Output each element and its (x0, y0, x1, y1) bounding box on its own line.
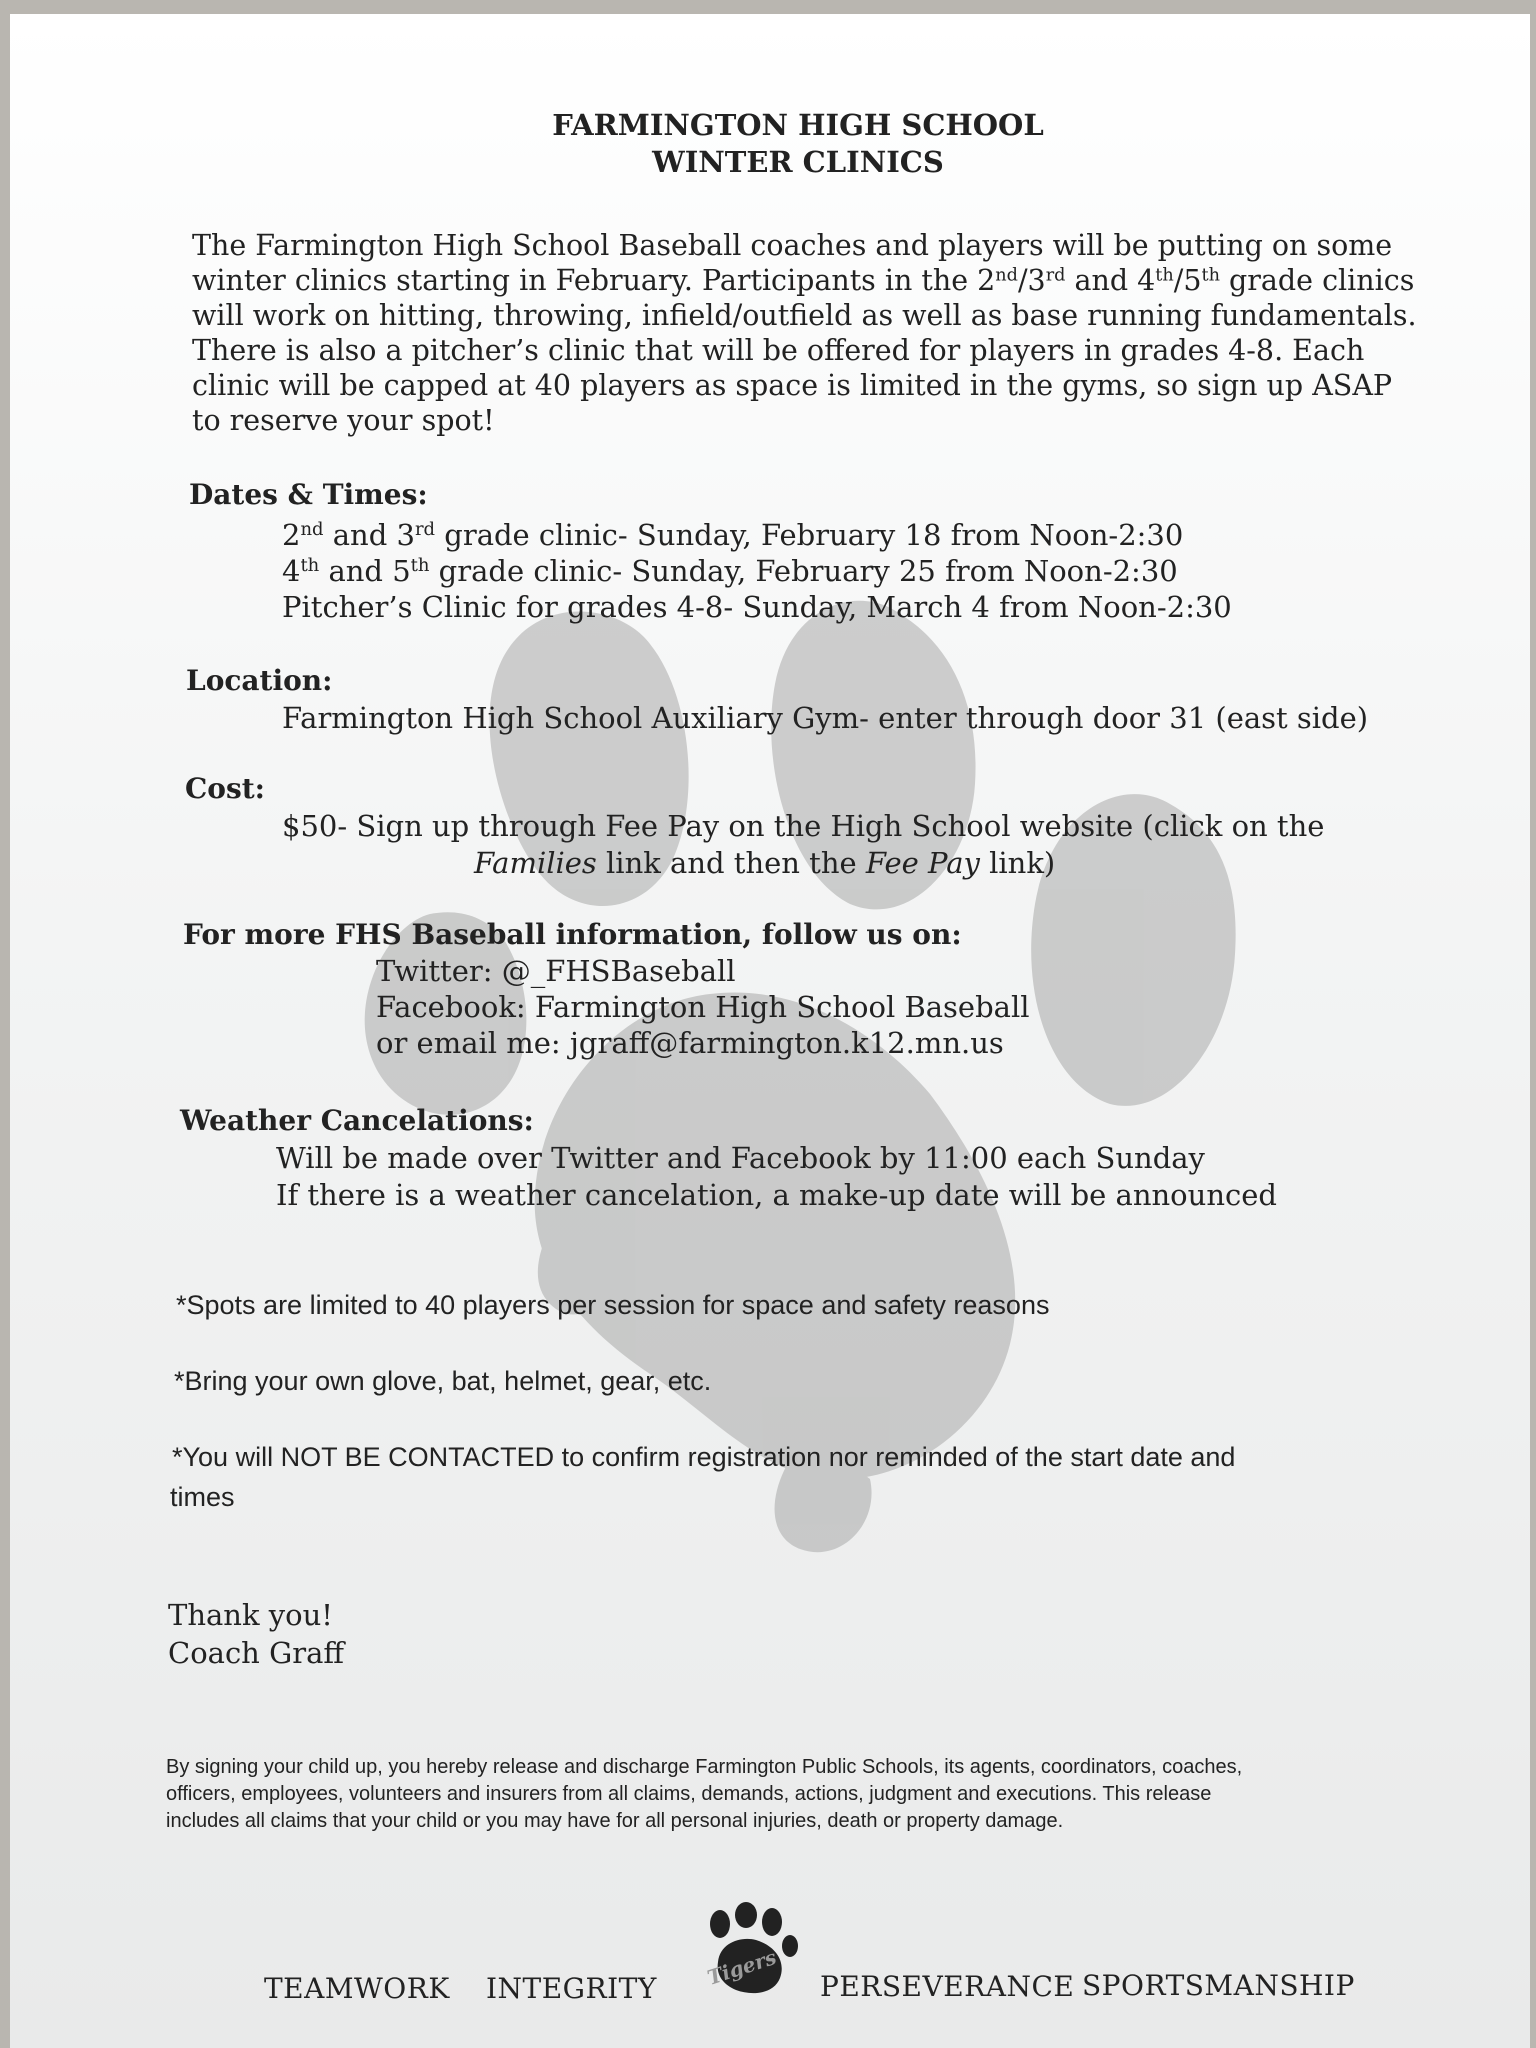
note-spots-limited: *Spots are limited to 40 players per session for space and safety reasons (176, 1290, 1050, 1320)
contact-email: or email me: jgraff@farmington.k12.mn.us (376, 1026, 1004, 1060)
weather-line-2: If there is a weather cancelation, a make-up date will be announced (276, 1178, 1277, 1212)
motto-integrity: INTEGRITY (486, 1972, 657, 2005)
intro-paragraph: The Farmington High School Baseball coaches and players will be putting on some winter clinics starting in February. Participants in the 2nd/3rd and 4th/5th grade clinics will work on hitting, throwing, infield/outfield as well as base running fundamentals. There is also a pitcher’s clinic that will be offered for players in grades 4-8. Each clinic will be capped at 40 players as space is limited in the gyms, so sign up ASAP to reserve your spot! (192, 229, 1417, 437)
page-subtitle: WINTER CLINICS (652, 145, 944, 179)
weather-heading: Weather Cancelations: (180, 1104, 534, 1137)
date-line-pitchers: Pitcher’s Clinic for grades 4-8- Sunday, March 4 from Noon-2:30 (282, 590, 1232, 624)
release-line-2: officers, employees, volunteers and insurers from all claims, demands, actions, judgment and executions. This release (166, 1783, 1212, 1805)
location-heading: Location: (186, 664, 333, 697)
date-line-2nd-3rd: 2nd and 3rd grade clinic- Sunday, February 18 from Noon-2:30 (282, 518, 1184, 552)
tiger-paw-logo-icon (690, 1902, 810, 2002)
note-bring-gear: *Bring your own glove, bat, helmet, gear, etc. (174, 1366, 712, 1396)
logo-text: Tigers (704, 1944, 780, 1990)
release-line-3: includes all claims that your child or you may have for all personal injuries, death or property damage. (166, 1810, 1064, 1832)
motto-teamwork: TEAMWORK (264, 1972, 450, 2005)
facebook-page: Facebook: Farmington High School Baseball (376, 990, 1030, 1024)
note-not-contacted-2: times (170, 1482, 235, 1512)
motto-perseverance: PERSEVERANCE (820, 1970, 1075, 2003)
page-title: FARMINGTON HIGH SCHOOL (552, 108, 1044, 142)
weather-line-1: Will be made over Twitter and Facebook by 11:00 each Sunday (276, 1141, 1205, 1175)
cost-line-1: $50- Sign up through Fee Pay on the High School website (click on the (282, 809, 1325, 843)
location-text: Farmington High School Auxiliary Gym- enter through door 31 (east side) (282, 701, 1369, 735)
motto-sportsmanship: SPORTSMANSHIP (1082, 1969, 1355, 2002)
flyer-page (10, 14, 1530, 2048)
release-line-1: By signing your child up, you hereby release and discharge Farmington Public Schools, its agents, coordinators, coaches, (166, 1756, 1243, 1778)
dates-heading: Dates & Times: (189, 478, 428, 511)
cost-line-2: Families link and then the Fee Pay link) (474, 846, 1056, 880)
cost-heading: Cost: (185, 772, 265, 805)
twitter-handle: Twitter: @_FHSBaseball (376, 954, 736, 988)
thank-you: Thank you! (168, 1598, 333, 1632)
note-not-contacted-1: *You will NOT BE CONTACTED to confirm registration nor reminded of the start date and (172, 1442, 1236, 1472)
follow-heading: For more FHS Baseball information, follow us on: (183, 918, 962, 951)
coach-name: Coach Graff (168, 1636, 344, 1670)
date-line-4th-5th: 4th and 5th grade clinic- Sunday, February 25 from Noon-2:30 (282, 554, 1178, 588)
